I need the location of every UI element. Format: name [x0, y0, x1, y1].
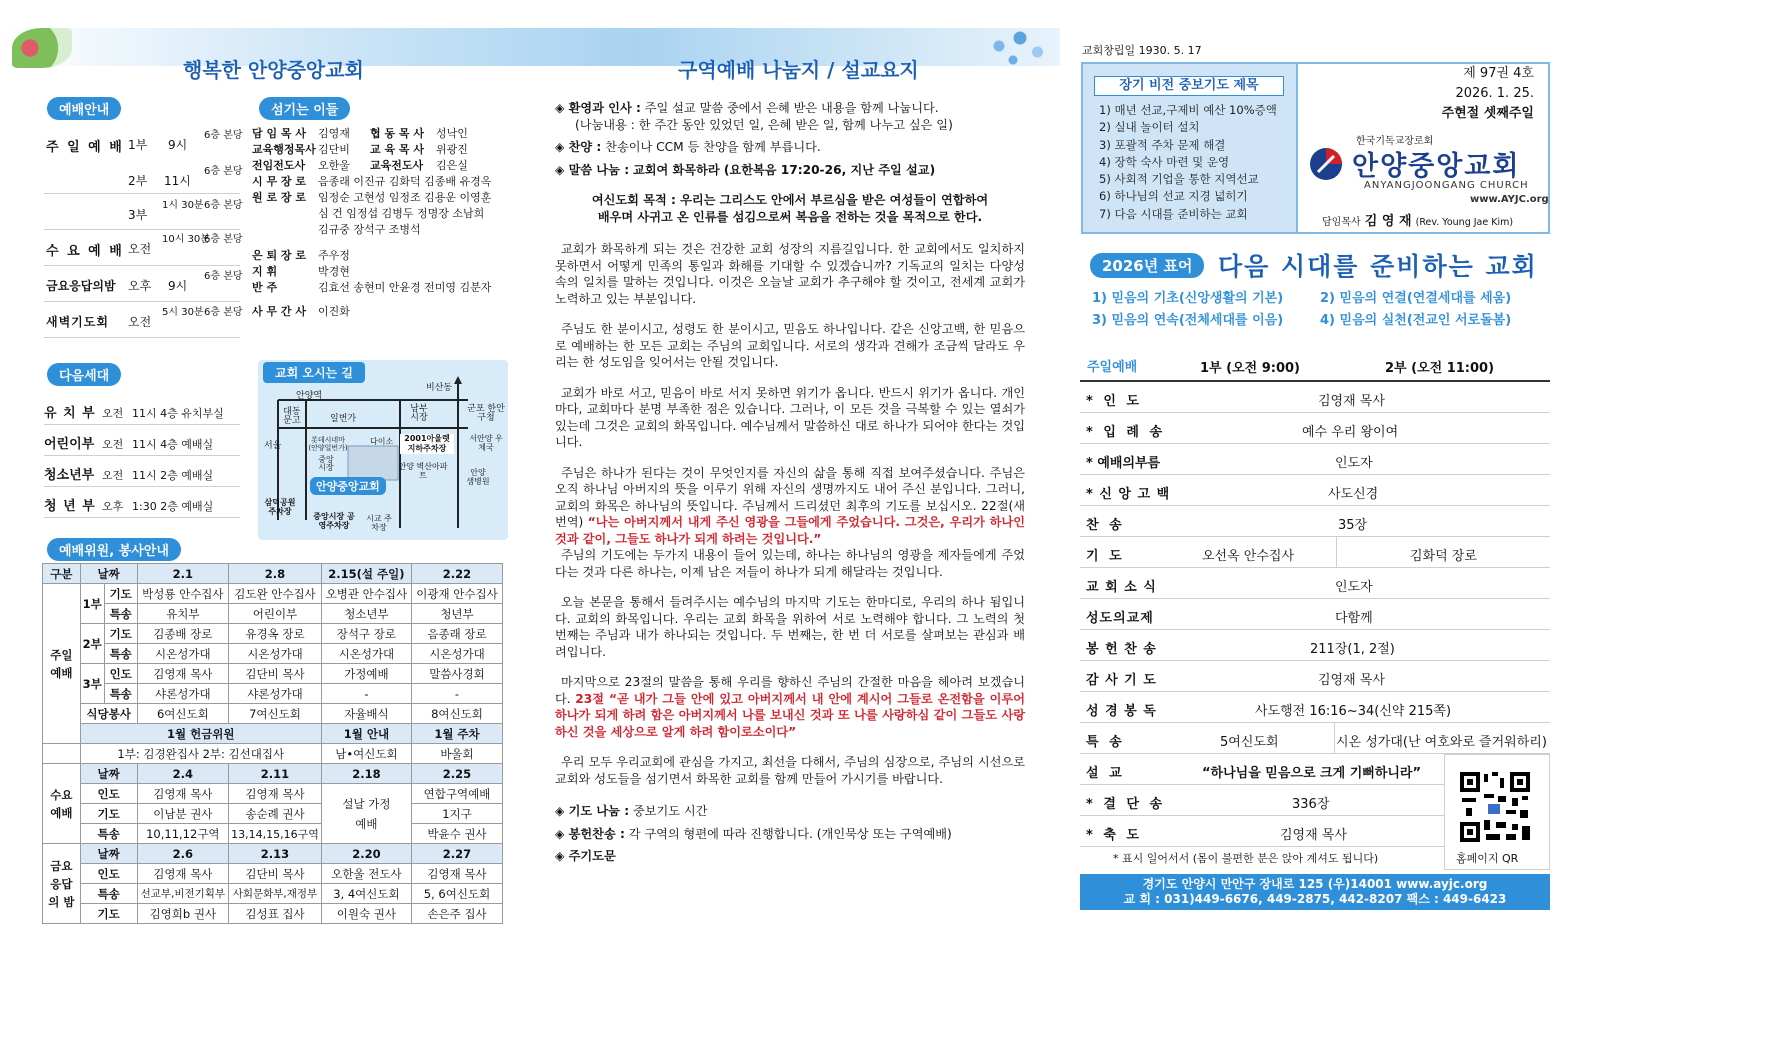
sermon-paragraph: 주님의 기도에는 두가지 내용이 들어 있는데, 하나는 하나님의 영광을 제자들에게 주었다는 것과 다른 하나는, 이제 남은 저들이 하나가 되게 해달라는 것입니다. — [555, 548, 1025, 579]
worship-time: 9시 — [168, 279, 188, 293]
servants-pill: 섬기는 이들 — [259, 97, 350, 120]
order-row: 설 교 “하나님을 믿음으로 크게 기뻐하니라” — [1080, 754, 1444, 785]
table-row: 3부 인도 김영재 목사 김단비 목사 가정예배 말씀사경회 — [43, 664, 503, 684]
nextgen-row: 어린이부 오전 11시 4층 예배실 — [44, 425, 240, 456]
leaf-hand-image — [12, 28, 72, 68]
worship-name: 새벽기도회 — [46, 315, 109, 329]
founded-date: 교회창립일 1930. 5. 17 — [1082, 44, 1202, 57]
map-anyang-apartment: 안양 벽산아파트 — [398, 462, 448, 480]
issue-date: 2026. 1. 25. — [1455, 86, 1534, 101]
order-row: 특 송 5여신도회 시온 성가대(난 여호와로 즐거워하리) — [1080, 723, 1550, 754]
sermon-paragraph: 우리 모두 우리교회에 관심을 가지고, 최선을 다해서, 주님의 심장으로, 주님의 시선으로 교회와 성도들을 섬기면서 화목한 교회를 함께 만들어 가시기를 바랍니다. — [555, 755, 1025, 786]
motto-line: 1) 믿음의 기초(신앙생활의 기본) 2) 믿음의 연결(연결세대를 세움) — [1092, 291, 1512, 306]
map-daedong: 대동 문고 — [283, 407, 301, 426]
worship-place: 6층 본당 — [204, 130, 243, 141]
middle-page-title: 구역예배 나눔지 / 설교요지 — [678, 58, 919, 82]
servant-row: 지 휘 박경현 — [252, 265, 350, 278]
order-label: 주일예배 — [1087, 360, 1138, 375]
order-part1: 1부 (오전 9:00) — [1200, 361, 1300, 376]
order-row: 감 사 기 도 김영재 목사 — [1080, 661, 1550, 692]
table-row: 1부: 김경완집사 2부: 김선대집사 남•여신도회 바울회 — [43, 744, 503, 764]
vision-item: 6) 하나님의 선교 지경 넓히기 — [1099, 189, 1248, 204]
footer-phone: 교 회 : 031)449-6676, 449-2875, 442-8207 팩스 : 449-6423 — [1123, 892, 1507, 906]
motto-title: 다음 시대를 준비하는 교회 — [1218, 252, 1538, 281]
sermon-paragraph: 마지막으로 23절의 말씀을 통해 우리를 향하신 주님의 간절한 마음을 헤아려 보겠습니다. 23절 “곧 내가 그들 안에 있고 아버지께서 내 안에 계시어 그들로 온전함을 이루어 하나가 되게 하려 함은 아버지께서 나를 보내신 것과 또 나를 사랑하심 같이 그들도 사랑하신 것을 세상으로 알게 하려 함이로소이다” — [555, 675, 1026, 739]
issue-week: 주현절 셋째주일 — [1441, 106, 1534, 121]
worship-place: 6층 본당 — [204, 166, 243, 177]
map-jungang-market: 중앙 시장 — [318, 455, 334, 472]
vision-title: 장기 비전 중보기도 제목 — [1094, 76, 1284, 96]
order-cell-divider — [1334, 723, 1335, 754]
order-row: 기 도 오선옥 안수집사 김화덕 장로 — [1080, 537, 1550, 568]
servant-row: 사 무 간 사 이진화 — [252, 305, 350, 318]
vision-item: 2) 실내 놀이터 설치 — [1099, 120, 1200, 135]
cell-item: ◈ 기도 나눔 : 중보기도 시간 — [555, 804, 708, 818]
worship-list — [44, 124, 243, 338]
map-anyang-station: 안양역 — [296, 391, 323, 401]
map-outlet-parking: 2001아울렛 지하주차장 — [400, 434, 454, 454]
cell-worship-column — [555, 100, 1025, 865]
purpose-line: 배우며 사귀고 온 인류를 섬김으로써 복음을 전하는 것을 목적으로 한다. — [597, 209, 983, 224]
map-hospital: 안양 샘병원 — [466, 468, 490, 486]
issue-info — [1420, 64, 1534, 124]
map-post-office: 서안양 우체국 — [469, 434, 503, 452]
map-lotte-cinema: 롯데시네마 (안양일번가) — [308, 436, 348, 452]
nextgen-row: 유 치 부 오전 11시 4층 유치부실 — [44, 394, 240, 425]
order-row: * 신 앙 고 백 사도신경 — [1080, 475, 1550, 506]
vision-item: 1) 매년 선교,구제비 예산 10%증액 — [1099, 103, 1277, 117]
left-page-title: 행복한 안양중앙교회 — [183, 58, 364, 82]
table-row: 2부 기도 김종배 장로 유경옥 장로 장석구 장로 음종래 장로 — [43, 624, 503, 644]
worship-place: 6층 본당 — [204, 271, 243, 282]
servant-row: 전임전도사 오한울 교육전도사 김은실 — [252, 159, 468, 172]
order-row: * 결 단 송 336장 — [1080, 785, 1444, 816]
vision-item: 7) 다음 시대를 준비하는 교회 — [1099, 206, 1248, 221]
table-row: 특송 시온성가대 시온성가대 시온성가대 시온성가대 — [43, 644, 503, 664]
map-daiso: 다이소 — [370, 437, 394, 446]
cell-item: ◈ 찬양 : 찬송이나 CCM 등 찬양을 함께 부릅니다. — [555, 140, 821, 154]
cell-item: ◈ 주기도문 — [555, 849, 616, 863]
worship-part: 2부 — [128, 174, 148, 188]
worship-time: 5시 30분 — [162, 307, 204, 318]
order-row: 성 경 봉 독 사도행전 16:16~34(신약 215쪽) — [1080, 692, 1550, 723]
cell-item: ◈ 봉헌찬송 : 각 구역의 형편에 따라 진행합니다. (개인묵상 또는 구역예배) — [555, 826, 952, 841]
table-row: 특송 10,11,12구역 13,14,15,16구역 박윤수 권사 — [43, 824, 503, 844]
map-gunpo: 군포 한안구청 — [467, 404, 505, 423]
footer-contact — [1080, 874, 1550, 910]
table-row: 특송 샤론성가대 샤론성가대 - - — [43, 684, 503, 704]
cell-item-detail: (나눔내용 : 한 주간 동안 있었던 일, 은혜 받은 일, 함께 나누고 싶은 일) — [575, 117, 953, 132]
vision-item: 4) 장학 숙사 마련 및 운영 — [1099, 154, 1230, 169]
worship-place: 6층 본당 — [204, 200, 243, 211]
servant-row: 시 무 장 로 음종래 이진규 김화덕 김종배 유경옥 — [252, 175, 492, 188]
vision-item: 5) 사회적 기업을 통한 지역선교 — [1099, 172, 1259, 187]
table-row: 구분 날짜 2.1 2.8 2.15(설 주일) 2.22 — [43, 564, 503, 584]
map-sigyo-parking: 시교 주차장 — [366, 514, 392, 532]
worship-pill: 예배안내 — [47, 97, 121, 120]
order-row: 교 회 소 식 인도자 — [1080, 568, 1550, 599]
sermon-paragraph: 오늘 본문을 통해서 들려주시는 예수님의 마지막 기도는 한마디로, 우리의 하나 됨입니다. 교회의 화목입니다. 우리는 교회 화목을 위하여 서로 노력해야 합니다. 그 노력의 첫 번째는 주님과 내가 하나되는 것입니다. 두 번째는, 한 번 더 서로를 살펴보는 관심과 배려입니다. — [555, 595, 1025, 659]
order-row: 성도의교제 다함께 — [1080, 599, 1550, 630]
servant-row: 교육행정목사 김단비 교 육 목 사 위광진 — [252, 143, 468, 156]
table-row: 인도 김영재 목사 김단비 목사 오한울 전도사 김영재 목사 — [43, 864, 503, 884]
flowers-decoration — [985, 30, 1055, 70]
worship-part: 오후 — [128, 279, 152, 293]
worship-name: 주 일 예 배 — [46, 140, 124, 155]
issue-volume: 제 97권 4호 — [1463, 66, 1534, 81]
map-samdeok-parking: 삼덕공원 주차장 — [264, 498, 296, 516]
map-nambu-market: 남부 시장 — [410, 404, 428, 423]
servant-row: 담 임 목 사 김영재 협 동 목 사 성낙인 — [252, 127, 468, 140]
worship-part: 오전 — [128, 242, 152, 256]
sermon-paragraph: 주님은 하나가 된다는 것이 무엇인지를 자신의 삶을 통해 직접 보여주셨습니다. 주님은 오직 하나님 아버지의 뜻을 이루기 위해 자신의 생명까지도 내어 주신 분입니다. 그러니, 교회의 화목은 하나님의 뜻입니다. 주님께서 드리셨던 최후의 기도를 보십시오. 22절(새번역) “나는 아버지께서 내게 주신 영광을 그들에게 주었습니다. 그것은, 우리가 하나인 것과 같이, 그들도 하나가 되게 하려는 것입니다.” — [555, 465, 1025, 546]
order-row: 봉 헌 찬 송 211장(1, 2절) — [1080, 630, 1550, 661]
map-market-parking: 중앙시장 공영주차장 — [313, 512, 355, 530]
table-row: 인도 김영재 목사 김영재 목사 설날 가정예배 연합구역예배 — [43, 784, 503, 804]
order-row: * 입 례 송 예수 우리 왕이여 — [1080, 413, 1550, 444]
order-note: * 표시 일어서서 (몸이 불편한 분은 앉아 계셔도 됩니다) — [1113, 852, 1379, 865]
worship-time: 1시 30분 — [162, 200, 204, 211]
qr-label: 홈페이지 QR — [1456, 852, 1519, 865]
nextgen-pill: 다음세대 — [47, 363, 121, 386]
church-website: www.AYJC.org — [1470, 194, 1549, 205]
nextgen-row: 청소년부 오전 11시 2층 예배실 — [44, 456, 240, 487]
purpose-line: 여신도회 목적 : 우리는 그리스도 안에서 부르심을 받은 여성들이 연합하여 — [591, 193, 989, 207]
nextgen-row: 청 년 부 오후 1:30 2층 예배실 — [44, 487, 240, 518]
worship-part: 3부 — [128, 208, 148, 222]
cell-item: ◈ 말씀 나눔 : 교회여 화목하라 (요한복음 17:20-26, 지난 주일 설교) — [555, 162, 936, 177]
servants-list — [252, 126, 502, 320]
order-row: * 축 도 김영재 목사 — [1080, 816, 1444, 847]
servant-row: 원 로 장 로 임정순 고현성 임정조 김용운 이영훈 — [252, 191, 492, 204]
footer-address: 경기도 안양시 만안구 장내로 125 (우)14001 www.ayjc.org — [1142, 877, 1488, 891]
motto-points — [1092, 288, 1511, 332]
vision-list — [1099, 102, 1277, 223]
worship-part: 오전 — [128, 315, 152, 329]
map-church-label: 안양중앙교회 — [310, 477, 386, 495]
table-row: 식당봉사 6여신도회 7여신도회 자율배식 8여신도회 — [43, 704, 503, 724]
worship-name: 수 요 예 배 — [46, 244, 124, 259]
motto-line: 3) 믿음의 연속(전체세대를 이음) 4) 믿음의 실천(전교인 서로돌봄) — [1092, 313, 1512, 328]
worship-time: 11시 — [164, 174, 191, 188]
table-row: 기도 김영희b 권사 김성표 집사 이원숙 권사 손은주 집사 — [43, 904, 503, 924]
volunteers-pill: 예배위원, 봉사안내 — [47, 538, 181, 561]
worship-time: 9시 — [168, 138, 188, 152]
sermon-paragraph: 주님도 한 분이시고, 성령도 한 분이시고, 믿음도 하나입니다. 같은 신앙고백, 한 믿음으로 예배하는 한 모든 교회는 주님의 교회입니다. 서로의 생각과 견해가 조금씩 달라도 우리는 한 성도임을 잊어서는 안될 것입니다. — [555, 322, 1025, 369]
table-row: 특송 선교부,비전기획부 사회문화부,재정부 3, 4여신도회 5, 6여신도회 — [43, 884, 503, 904]
worship-time: 10시 30분 — [162, 234, 210, 245]
worship-name: 금요응답의밤 — [46, 279, 116, 293]
worship-part: 1부 — [128, 138, 148, 152]
cell-item: ◈ 환영과 인사 : 주일 설교 말씀 중에서 은혜 받은 내용을 함께 나눕니다. — [555, 101, 939, 115]
pastor-line: 담임목사 김 영 재 (Rev. Young Jae Kim) — [1322, 214, 1514, 229]
vision-item: 3) 포괄적 주차 문제 해결 — [1099, 137, 1226, 152]
servant-row: 반 주 김효선 송현미 안윤경 전미영 김분자 — [252, 281, 492, 294]
church-english-name: ANYANGJOONGANG CHURCH — [1364, 180, 1529, 191]
church-logo-icon — [1308, 146, 1344, 182]
qr-code-icon[interactable] — [1458, 770, 1532, 844]
servant-row: 심 건 임정섭 김병두 정명장 소남희 — [318, 207, 485, 220]
map-seoul: 서울 — [264, 441, 282, 451]
order-part2: 2부 (오전 11:00) — [1385, 361, 1495, 376]
map-ilbeonga: 일번가 — [330, 414, 357, 424]
nextgen-list — [44, 394, 240, 518]
servant-row: 은 퇴 장 로 주우정 — [252, 249, 350, 262]
table-row: 기도 이남분 권사 송순례 권사 1지구 — [43, 804, 503, 824]
church-name: 안양중앙교회 — [1352, 151, 1521, 182]
table-row: 1월 헌금위원 1월 안내 1월 주차 — [43, 724, 503, 744]
table-row: 주일 예배 1부 기도 박성룡 안수집사 김도완 안수집사 오병관 안수집사 이광재 안수집사 — [43, 584, 503, 604]
order-row: * 인 도 김영재 목사 — [1080, 382, 1550, 413]
servant-row: 김규중 장석구 조병석 — [318, 223, 421, 236]
worship-place: 6층 본당 — [204, 234, 243, 245]
sermon-paragraph: 교회가 바로 서고, 믿음이 바로 서지 못하면 위기가 옵니다. 반드시 위기가 옵니다. 개인마다, 교회마다 분명 부족한 점은 있습니다. 그러나, 이 모든 것을 극복할 수 있는 열쇠가 있는데 그것은 교회의 화목입니다. 예수님께서 말씀하신 대로 하나가 되어야 한다는 것입니다. — [555, 385, 1025, 449]
order-row: 찬 송 35장 — [1080, 506, 1550, 537]
map-pill: 교회 오시는 길 — [263, 362, 365, 383]
table-row: 특송 유치부 어린이부 청소년부 청년부 — [43, 604, 503, 624]
sermon-paragraph: 교회가 화목하게 되는 것은 건강한 교회 성장의 지름길입니다. 한 교회에서도 일치하지 못하면서 어떻게 민족의 통일과 화해를 기대할 수 있겠습니까? 기독교의 일치는 다양성 속의 일치를 말하는 것입니다. 이것은 오늘날 교회가 추구해야 할 것이고, 전세계 교회가 노력하고 있는 부분입니다. — [555, 242, 1025, 306]
table-row: 수요 예배 날짜 2.4 2.11 2.18 2.25 — [43, 764, 503, 784]
denomination: 한국기독교장로회 — [1356, 136, 1434, 147]
table-row: 금요 응답의 밤 날짜 2.6 2.13 2.20 2.27 — [43, 844, 503, 864]
motto-tag: 2026년 표어 — [1090, 253, 1204, 278]
volunteers-table — [42, 563, 503, 924]
worship-place: 6층 본당 — [204, 307, 243, 318]
order-row: * 예배의부름 인도자 — [1080, 444, 1550, 475]
order-cell-divider — [1336, 537, 1337, 568]
map-bisan: 비산동 — [426, 383, 453, 393]
